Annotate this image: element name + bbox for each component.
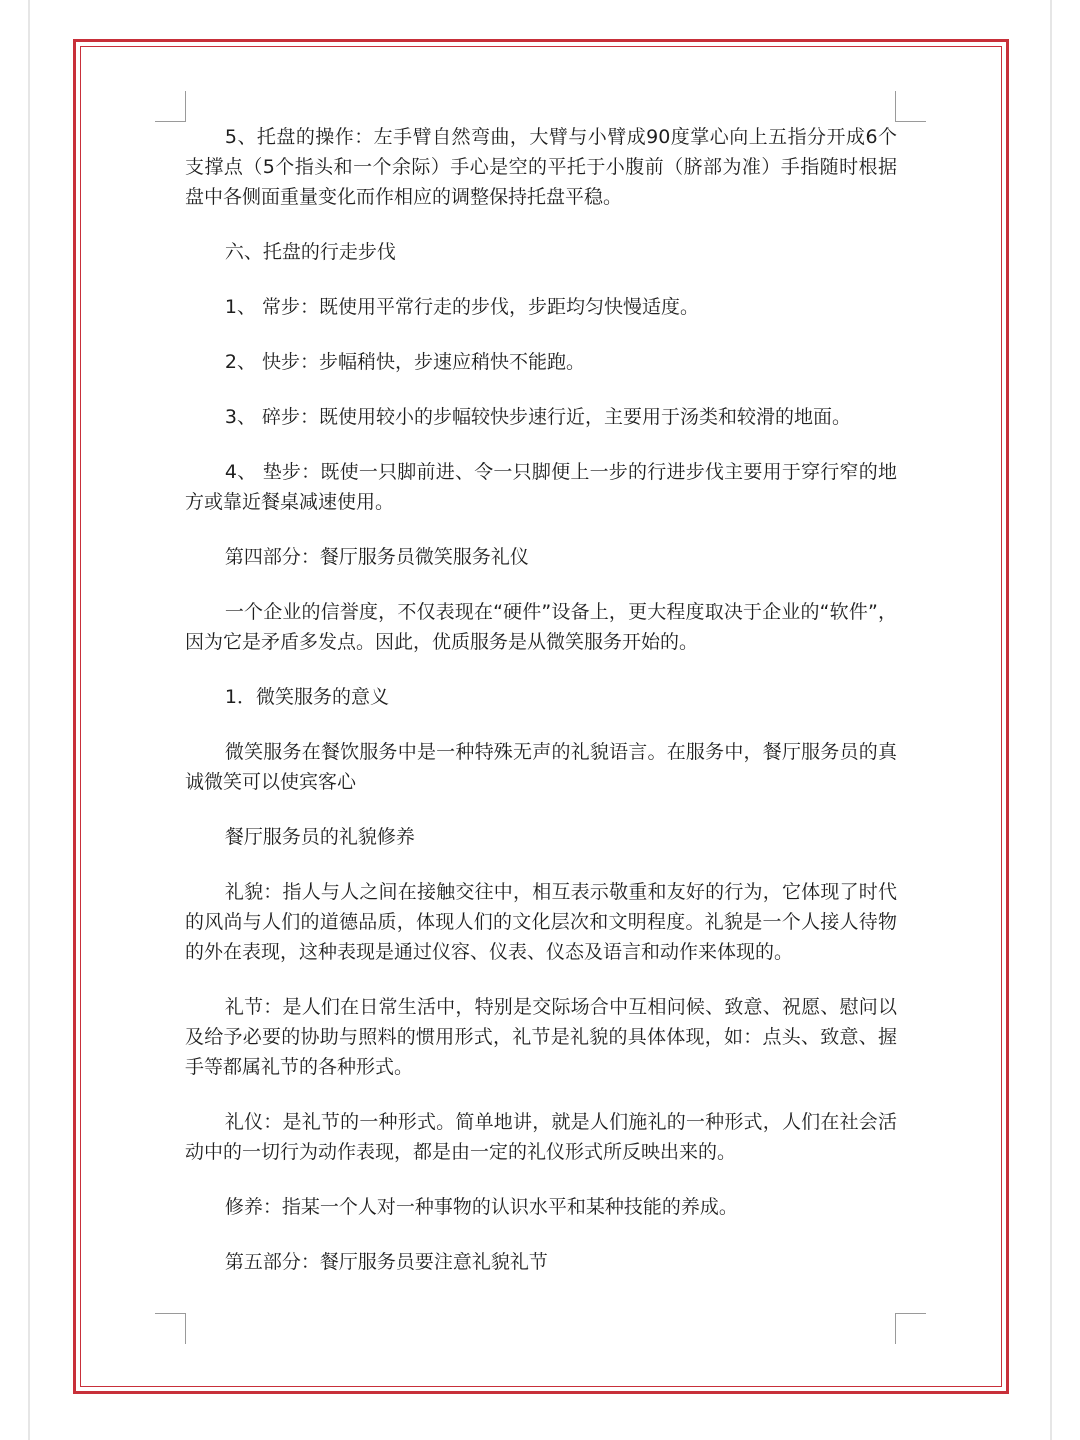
crop-mark-bottom-right xyxy=(895,1313,926,1344)
paragraph-ritual: 礼仪：是礼节的一种形式。简单地讲，就是人们施礼的一种形式，人们在社会活动中的一切行为动作表现，都是由一定的礼仪形式所反映出来的。 xyxy=(185,1111,897,1163)
page-edge-left xyxy=(28,0,30,1440)
paragraph-fast-step: 2、 快步：步幅稍快，步速应稍快不能跑。 xyxy=(224,351,586,373)
paragraph-pad-step: 4、 垫步：既使一只脚前进、令一只脚便上一步的行进步伐主要用于穿行窄的地方或靠近餐桌减速使用。 xyxy=(185,461,897,513)
paragraph-small-step: 3、 碎步：既使用较小的步幅较快步速行近，主要用于汤类和较滑的地面。 xyxy=(224,406,852,428)
crop-mark-bottom-left xyxy=(155,1313,186,1344)
paragraph-normal-step: 1、 常步：既使用平常行走的步伐，步距均匀快慢适度。 xyxy=(224,296,700,318)
paragraph-smile-service: 微笑服务在餐饮服务中是一种特殊无声的礼貌语言。在服务中，餐厅服务员的真诚微笑可以使宾客心 xyxy=(185,741,897,793)
crop-mark-top-right xyxy=(895,91,926,122)
document-body xyxy=(185,122,897,1302)
paragraph-courtesy: 礼貌：指人与人之间在接触交往中，相互表示敬重和友好的行为，它体现了时代的风尚与人们的道德品质，体现人们的文化层次和文明程度。礼貌是一个人接人待物的外在表现，这种表现是通过仪容、仪表、仪态及语言和动作来体现的。 xyxy=(185,881,897,963)
heading-part-four: 第四部分：餐厅服务员微笑服务礼仪 xyxy=(224,546,529,568)
crop-mark-top-left xyxy=(155,91,186,122)
paragraph-etiquette: 礼节：是人们在日常生活中，特别是交际场合中互相问候、致意、祝愿、慰问以及给予必要的协助与照料的惯用形式，礼节是礼貌的具体体现，如：点头、致意、握手等都属礼节的各种形式。 xyxy=(185,996,897,1078)
heading-tray-walking-steps: 六、托盘的行走步伐 xyxy=(224,241,396,263)
heading-part-five: 第五部分：餐厅服务员要注意礼貌礼节 xyxy=(224,1251,548,1273)
heading-smile-meaning: 1．微笑服务的意义 xyxy=(224,686,389,708)
paragraph-tray-operation: 5、托盘的操作：左手臂自然弯曲，大臂与小臂成90度掌心向上五指分开成6个支撑点（5个指头和一个余际）手心是空的平托于小腹前（脐部为准）手指随时根据盘中各侧面重量变化而作相应的调整保持托盘平稳。 xyxy=(185,126,897,208)
page-edge-right xyxy=(1050,0,1052,1440)
paragraph-cultivation: 修养：指某一个人对一种事物的认识水平和某种技能的养成。 xyxy=(224,1196,738,1218)
heading-courtesy-cultivation: 餐厅服务员的礼貌修养 xyxy=(224,826,415,848)
paragraph-reputation: 一个企业的信誉度，不仅表现在“硬件”设备上，更大程度取决于企业的“软件”，因为它是矛盾多发点。因此，优质服务是从微笑服务开始的。 xyxy=(185,601,897,653)
